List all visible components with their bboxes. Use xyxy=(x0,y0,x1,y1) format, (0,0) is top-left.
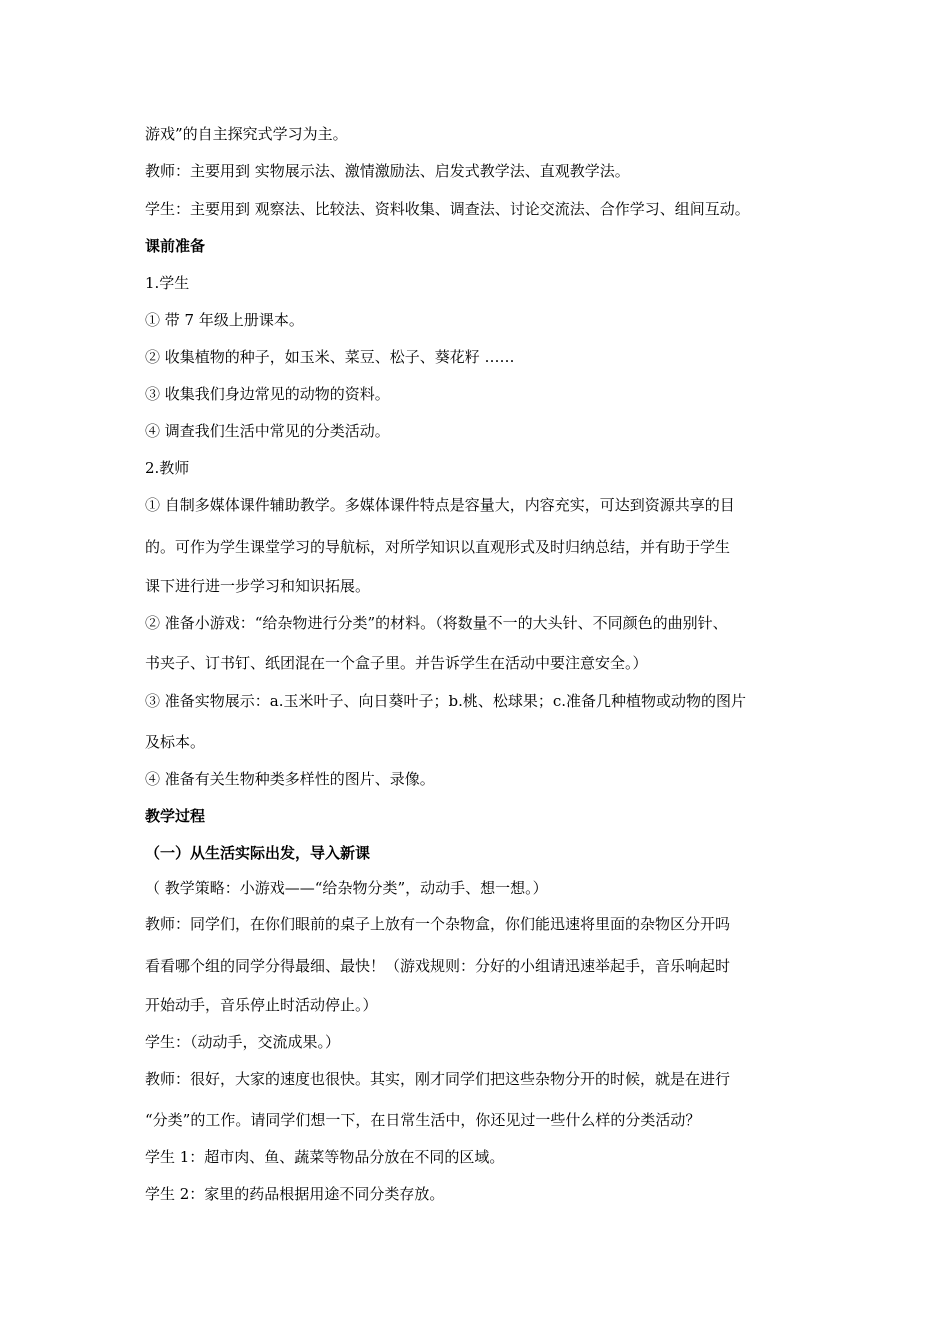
paragraph-line: 学生：（动动手，交流成果。） xyxy=(145,1033,341,1051)
paragraph-line: 及标本。 xyxy=(145,733,206,751)
paragraph-line: 书夹子、订书钉、纸团混在一个盒子里。并告诉学生在活动中要注意安全。） xyxy=(145,654,648,672)
paragraph-line: 学生 1：超市肉、鱼、蔬菜等物品分放在不同的区域。 xyxy=(145,1148,505,1166)
paragraph-line: “分类”的工作。请同学们想一下，在日常生活中，你还见过一些什么样的分类活动？ xyxy=(145,1111,701,1129)
paragraph-line: 课下进行进一步学习和知识拓展。 xyxy=(145,577,371,595)
paragraph-line: 教师：很好，大家的速度也很快。其实，刚才同学们把这些杂物分开的时候，就是在进行 xyxy=(145,1070,731,1088)
paragraph-line: 教师：同学们，在你们眼前的桌子上放有一个杂物盒，你们能迅速将里面的杂物区分开吗 xyxy=(145,915,731,933)
list-item: ③ 准备实物展示：a.玉米叶子、向日葵叶子；b.桃、松球果；c.准备几种植物或动物的图片 xyxy=(145,692,747,710)
section-heading: 课前准备 xyxy=(145,237,206,255)
paragraph-line: （ 教学策略：小游戏——“给杂物分类”，动动手、想一想。） xyxy=(145,879,548,897)
list-item: ① 自制多媒体课件辅助教学。多媒体课件特点是容量大，内容充实，可达到资源共享的目 xyxy=(145,496,735,514)
paragraph-line: 看看哪个组的同学分得最细、最快！（游戏规则：分好的小组请迅速举起手，音乐响起时 xyxy=(145,957,731,975)
list-item: ① 带 7 年级上册课本。 xyxy=(145,311,304,329)
paragraph-line: 开始动手，音乐停止时活动停止。） xyxy=(145,996,378,1014)
paragraph-line: 2.教师 xyxy=(145,459,190,477)
paragraph-line: 学生：主要用到 观察法、比较法、资料收集、调查法、讨论交流法、合作学习、组间互动。 xyxy=(145,200,750,218)
section-heading: 教学过程 xyxy=(145,807,206,825)
paragraph-line: 学生 2：家里的药品根据用途不同分类存放。 xyxy=(145,1185,445,1203)
list-item: ② 准备小游戏：“给杂物进行分类”的材料。（将数量不一的大头针、不同颜色的曲别针、 xyxy=(145,614,728,632)
list-item: ② 收集植物的种子，如玉米、菜豆、松子、葵花籽 …… xyxy=(145,348,515,366)
paragraph-line: 的。可作为学生课堂学习的导航标，对所学知识以直观形式及时归纳总结，并有助于学生 xyxy=(145,538,731,556)
list-item: ④ 准备有关生物种类多样性的图片、录像。 xyxy=(145,770,435,788)
list-item: ④ 调查我们生活中常见的分类活动。 xyxy=(145,422,390,440)
paragraph-line: 教师：主要用到 实物展示法、激情激励法、启发式教学法、直观教学法。 xyxy=(145,162,630,180)
paragraph-line: 游戏”的自主探究式学习为主。 xyxy=(145,125,348,143)
list-item: ③ 收集我们身边常见的动物的资料。 xyxy=(145,385,390,403)
paragraph-line: 1.学生 xyxy=(145,274,190,292)
subsection-heading: （一）从生活实际出发，导入新课 xyxy=(145,844,371,862)
